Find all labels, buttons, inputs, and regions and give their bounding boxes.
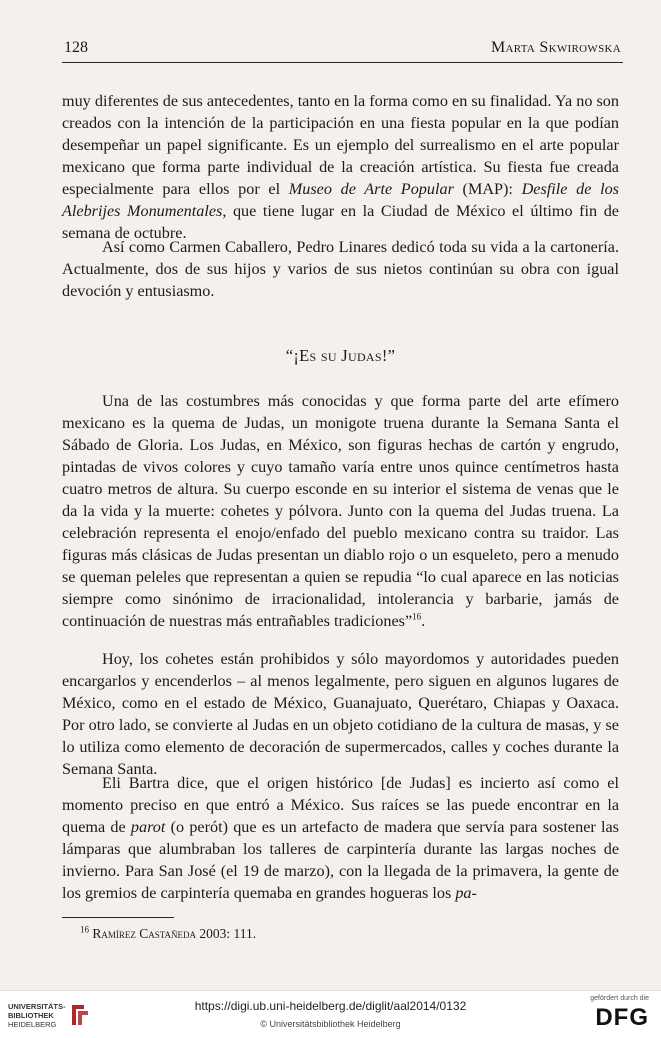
paragraph-4-text: Hoy, los cohetes están prohibidos y sólo mayordomos y autoridades pueden encargarlos y encenderlos – al menos legalmente, pero siguen en algunos lugares de México, como en el estado de México, Guanajuato, Querétaro, Chiapas y Oaxaca. Por otro lado, se convierte al Judas en un objeto cotidiano de la cultura de masas, y se lo utiliza como elemento de decoración de supermercados, calles y coches durante la Semana Santa. [62,650,619,778]
library-line-3: HEIDELBERG [8,1020,57,1029]
section-heading: “¡Es su Judas!” [285,346,396,365]
parot-term: parot [130,818,166,836]
hyphenated-word: pa- [455,884,477,902]
footnote-rule [62,917,174,918]
paragraph-1 [62,90,619,244]
footnote [80,926,256,942]
paragraph-5 [62,772,619,904]
funder-caption: gefördert durch die [590,995,649,1002]
paragraph-1-text-c: , que tiene lugar en la Ciudad de México el último fin de semana de octubre. [62,202,619,242]
footnote-author: Ramírez Castañeda [92,926,197,941]
paragraph-3-text: Una de las costumbres más conocidas y que forma parte del arte efímero mexicano es la quema de Judas, un monigote truena durante la Semana Santa el Sábado de Gloria. Los Judas, en México, son figuras hechas de cartón y engrudo, pintadas de vivos colores y cuyo tamaño varía entre unos quince centímetros hasta cuatro metros de altura. Su cuerpo esconde en su interior el sistema de venas que le da la vida y la muerte: cohetes y pólvora. Junto con la quema del Judas truena. La celebración representa el enojo/enfado del pueblo mexicano contra su traidor. Las figuras más clásicas de Judas presentan un diablo rojo o un esqueleto, pero a menudo se queman peleles que representan a quien se repudia “lo cual aparece en las noticias siempre como sinónimo de irracionalidad, intolerancia y barbarie, jamás de continuación de nuestras más entrañables tradiciones” [62,392,619,630]
paragraph-2 [62,236,619,302]
footer-bar [0,990,661,1038]
museum-name: Museo de Arte Popular [288,180,454,198]
footnote-number: 16 [80,924,89,935]
footnote-citation: 2003: 111. [196,926,257,941]
footer-url[interactable]: https://digi.ub.uni-heidelberg.de/diglit/aal2014/0132 [194,999,467,1013]
running-head: Marta Skwirowska [491,39,621,56]
paragraph-1-text-a: muy diferentes de sus antecedentes, tanto en la forma como en su finalidad. Ya no son creados con la intención de la participación en una fiesta popular en la que podían desempeñar un papel significante. Es un ejemplo del surrealismo en el arte popular mexicano que forma parte individual de la creación artística. Su fiesta fue creada especialmente para ellos por el [62,92,619,198]
page-number: 128 [64,39,88,56]
library-line-2: BIBLIOTHEK [8,1011,54,1020]
dfg-logo[interactable]: DFG [595,1004,649,1031]
paragraph-5-text-b: (o perót) que es un artefacto de madera que servía para sostener las lámparas que alumbraban los talleres de carpintería durante las largas noches de invierno. Para San José (el 19 de marzo), con la llegada de la primavera, la gente de los gremios de carpintería quemaba en grandes hogueras los [62,818,619,902]
paragraph-2-text: Así como Carmen Caballero, Pedro Linares dedicó toda su vida a la cartonería. Actualmente, dos de sus hijos y varios de sus nietos continúan su obra con igual devoción y entusiasmo. [62,238,619,300]
paragraph-3-end: . [421,612,426,630]
paragraph-1-text-b: (MAP): [453,180,522,198]
library-line-1: UNIVERSITÄTS- [8,1002,66,1011]
footnote-reference[interactable]: 16 [412,611,422,622]
paragraph-3 [62,390,619,632]
footer-copyright: © Universitätsbibliothek Heidelberg [260,1019,401,1029]
paragraph-4 [62,648,619,780]
parade-name: Desfile de los Alebrijes Monumentales [62,180,619,220]
paragraph-5-text-a: Eli Bartra dice, que el origen histórico [de Judas] es incierto así como el momento preciso en que entró a México. Sus raíces se las puede encontrar en la quema de [62,774,619,836]
header-rule [62,62,623,63]
